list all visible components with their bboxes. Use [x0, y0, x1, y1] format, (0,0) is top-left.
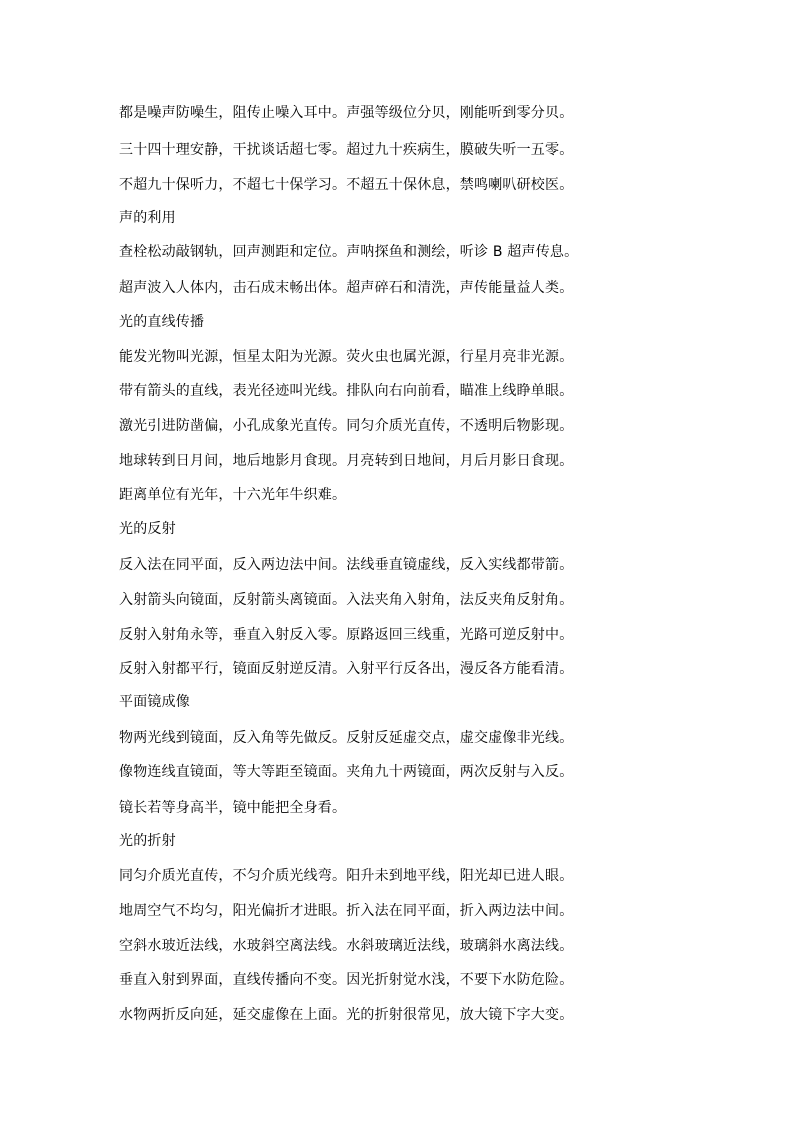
- text-line: 都是噪声防噪生，阻传止噪入耳中。声强等级位分贝，刚能听到零分贝。: [119, 105, 574, 121]
- text-line: 不超九十保听力，不超七十保学习。不超五十保休息，禁鸣喇叭研校医。: [119, 177, 574, 193]
- text-line: 查栓松动敲钢轨，回声测距和定位。声呐探鱼和测绘，听诊 B 超声传息。: [119, 244, 579, 260]
- section-heading: 光的折射: [119, 833, 176, 849]
- section-heading: 声的利用: [119, 210, 176, 226]
- text-line: 同匀介质光直传，不匀介质光线弯。阳升未到地平线，阳光却已进人眼。: [119, 868, 574, 884]
- text-line: 空斜水玻近法线，水玻斜空离法线。水斜玻璃近法线，玻璃斜水离法线。: [119, 938, 574, 954]
- text-line: 水物两折反向延，延交虚像在上面。光的折射很常见，放大镜下字大变。: [119, 1007, 574, 1023]
- text-line: 反射入射角永等，垂直入射反入零。原路返回三线重，光路可逆反射中。: [119, 627, 574, 643]
- text-line: 物两光线到镜面，反入角等先做反。反射反延虚交点，虚交虚像非光线。: [119, 730, 574, 746]
- text-line: 三十四十理安静，干扰谈话超七零。超过九十疾病生，膜破失听一五零。: [119, 142, 574, 158]
- text-line: 激光引进防凿偏，小孔成象光直传。同匀介质光直传，不透明后物影现。: [119, 418, 574, 434]
- section-heading: 平面镜成像: [119, 694, 190, 710]
- text-line: 反射入射都平行，镜面反射逆反清。入射平行反各出，漫反各方能看清。: [119, 661, 574, 677]
- text-line: 能发光物叫光源，恒星太阳为光源。荧火虫也属光源，行星月亮非光源。: [119, 349, 574, 365]
- text-line: 垂直入射到界面，直线传播向不变。因光折射觉水浅，不要下水防危险。: [119, 972, 574, 988]
- text-line: 像物连线直镜面，等大等距至镜面。夹角九十两镜面，两次反射与入反。: [119, 764, 574, 780]
- text-line: 地周空气不均匀，阳光偏折才进眼。折入法在同平面，折入两边法中间。: [119, 903, 574, 919]
- text-line: 镜长若等身高半，镜中能把全身看。: [119, 800, 347, 816]
- text-line: 入射箭头向镜面，反射箭头离镜面。入法夹角入射角，法反夹角反射角。: [119, 592, 574, 608]
- text-line: 距离单位有光年，十六光年牛织难。: [119, 487, 347, 503]
- text-line: 超声波入人体内，击石成末畅出体。超声碎石和清洗，声传能量益人类。: [119, 280, 574, 296]
- text-line: 反入法在同平面，反入两边法中间。法线垂直镜虚线，反入实线都带箭。: [119, 557, 574, 573]
- section-heading: 光的直线传播: [119, 314, 205, 330]
- text-line: 地球转到日月间，地后地影月食现。月亮转到日地间，月后月影日食现。: [119, 453, 574, 469]
- text-line: 带有箭头的直线，表光径迹叫光线。排队向右向前看，瞄准上线睁单眼。: [119, 383, 574, 399]
- section-heading: 光的反射: [119, 521, 176, 537]
